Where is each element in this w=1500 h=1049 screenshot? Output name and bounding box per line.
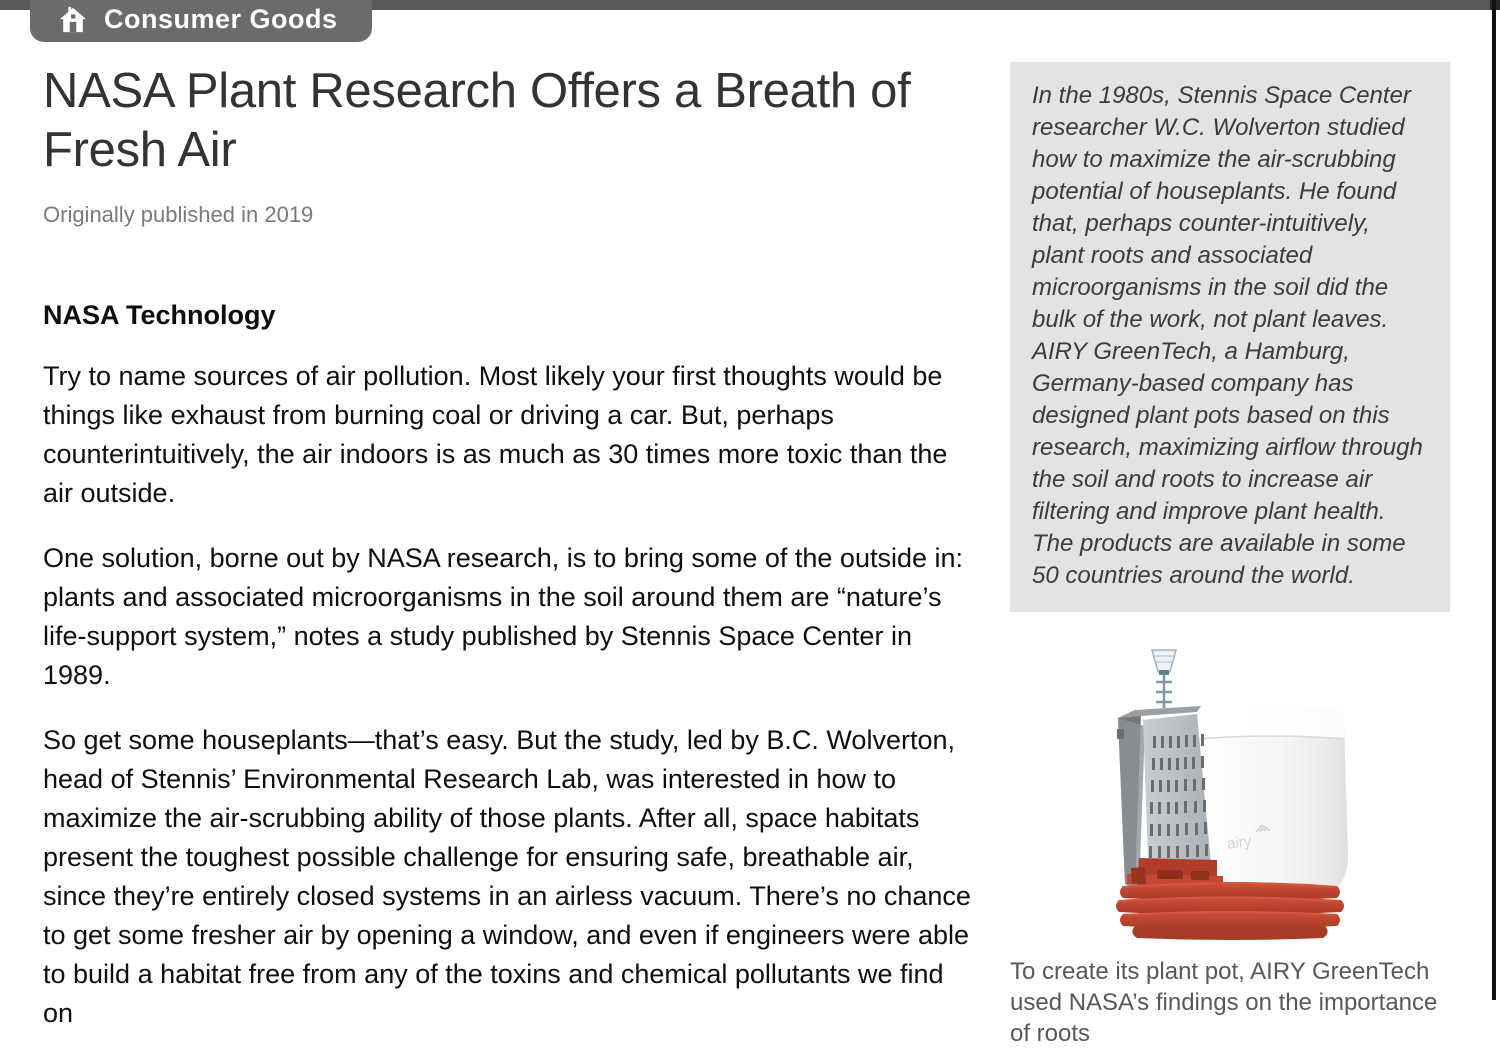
product-image (1010, 646, 1450, 942)
published-date: Originally published in 2019 (43, 202, 314, 227)
sidebar (1010, 62, 1450, 1049)
red-base-rings (1116, 882, 1344, 940)
home-icon (58, 6, 88, 34)
figure-caption: To create its plant pot, AIRY GreenTech used NASA’s findings on the importance of roots (1010, 958, 1438, 1047)
svg-text:airy: airy (1226, 832, 1253, 853)
category-badge[interactable] (30, 0, 372, 42)
category-badge-label: Consumer Goods (104, 4, 338, 34)
article-main-column (43, 62, 983, 1033)
page-title: NASA Plant Research Offers a Breath of Fresh Air (43, 64, 911, 177)
section-heading: NASA Technology (43, 300, 276, 330)
article-paragraph: So get some houseplants—that’s easy. But the study, led by B.C. Wolverton, head of Stennis’ Environmental Research Lab, was interested in how to maximize the air-scrubbing ability of those plants. After all, space habitats present the toughest possible challenge for ensuring safe, breathable air, since they’re entirely closed systems in an airless vacuum. There’s no chance to get some fresher air by opening a window, and even if engineers were able to build a habitat free from any of the toxins and chemical pollutants we find on (43, 725, 971, 1028)
article-paragraph: Try to name sources of air pollution. Most likely your first thoughts would be things like exhaust from burning coal or driving a car. But, perhaps counterintuitively, the air indoors is as much as 30 times more toxic than the air outside. (43, 361, 948, 508)
water-gauge-funnel (1152, 650, 1176, 708)
right-edge-scrollbar[interactable] (1492, 0, 1496, 1000)
article-paragraph: One solution, borne out by NASA research, is to bring some of the outside in: plants and associated microorganisms in the soil around them are “nature’s life-support system,” notes a study published by Stennis Space Center in 1989. (43, 543, 964, 690)
airy-plant-pot-cutaway-illustration (1105, 646, 1355, 942)
sidebar-quote-box: In the 1980s, Stennis Space Center researcher W.C. Wolverton studied how to maximize the air-scrubbing potential of houseplants. He found that, perhaps counter-intuitively, plant roots and associated microorganisms in the soil did the bulk of the work, not plant leaves. AIRY GreenTech, a Hamburg, Germany-based company has designed plant pots based on this research, maximizing airflow through the soil and roots to increase air filtering and improve plant health. The products are available in some 50 countries around the world. (1010, 62, 1450, 612)
